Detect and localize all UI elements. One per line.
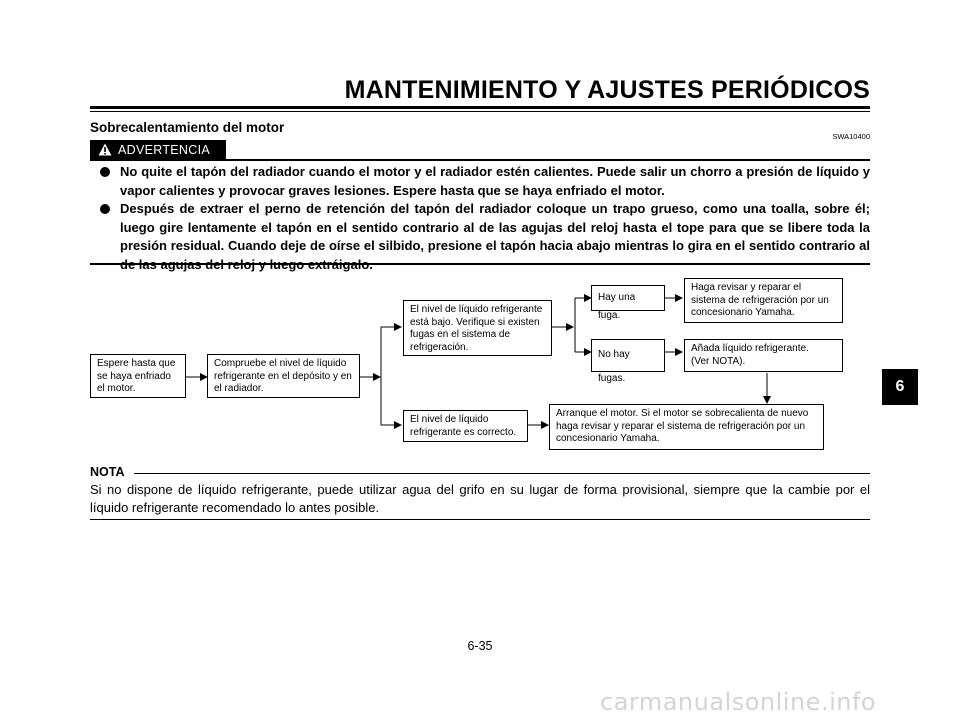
flow-box-noleak: No hay fugas. — [591, 339, 665, 372]
note-bottom-rule — [90, 519, 870, 520]
section-code: SWA10400 — [832, 132, 870, 141]
flow-box-wait: Espere hasta que se haya enfriado el motor. — [90, 354, 186, 398]
watermark: carmanualsonline.info — [600, 688, 877, 716]
flow-box-leak: Hay una fuga. — [591, 285, 665, 311]
warning-item-text: No quite el tapón del radiador cuando el motor y el radiador estén calientes. Puede salir un chorro a presión de líquido y vapor calientes y provocar graves lesiones. Espere hasta que se haya enfriado el motor. — [120, 164, 870, 198]
chapter-tab: 6 — [882, 369, 918, 405]
page-header-title: MANTENIMIENTO Y AJUSTES PERIÓDICOS — [344, 76, 870, 104]
flow-box-correct: El nivel de líquido refrigerante es correcto. — [403, 410, 528, 442]
warning-label: ADVERTENCIA — [118, 143, 210, 157]
note-rule — [134, 473, 870, 474]
note-title: NOTA — [90, 465, 125, 479]
flow-box-check: Compruebe el nivel de líquido refrigerante en el depósito y en el radiador. — [207, 354, 360, 398]
flow-box-repair: Haga revisar y reparar el sistema de refrigeración por un concesionario Yamaha. — [684, 278, 843, 323]
flow-box-start: Arranque el motor. Si el motor se sobrecalienta de nuevo haga revisar y reparar el sistema de refrigeración por un concesionario Yamaha. — [549, 404, 824, 450]
note-text: Si no dispone de líquido refrigerante, puede utilizar agua del grifo en su lugar de forma provisional, siempre que la cambie por el líquido refrigerante recomendado lo antes posible. — [90, 482, 870, 515]
flow-box-add: Añada líquido refrigerante. (Ver NOTA). — [684, 339, 843, 372]
flow-box-low: El nivel de líquido refrigerante está bajo. Verifique si existen fugas en el sistema de refrigeración. — [403, 300, 552, 356]
page-number: 6-35 — [467, 639, 493, 653]
section-title: Sobrecalentamiento del motor — [90, 120, 285, 135]
warning-item-text: Después de extraer el perno de retención del tapón del radiador coloque un trapo grueso, como una toalla, sobre él; luego gire lentamente el tapón en el sentido contrario al de las agujas del reloj hasta el tope para que se libere toda la presión residual. Cuando deje de oírse el silbido, presione el tapón hacia abajo mientras lo gira en el sentido contrario al — [120, 201, 870, 253]
